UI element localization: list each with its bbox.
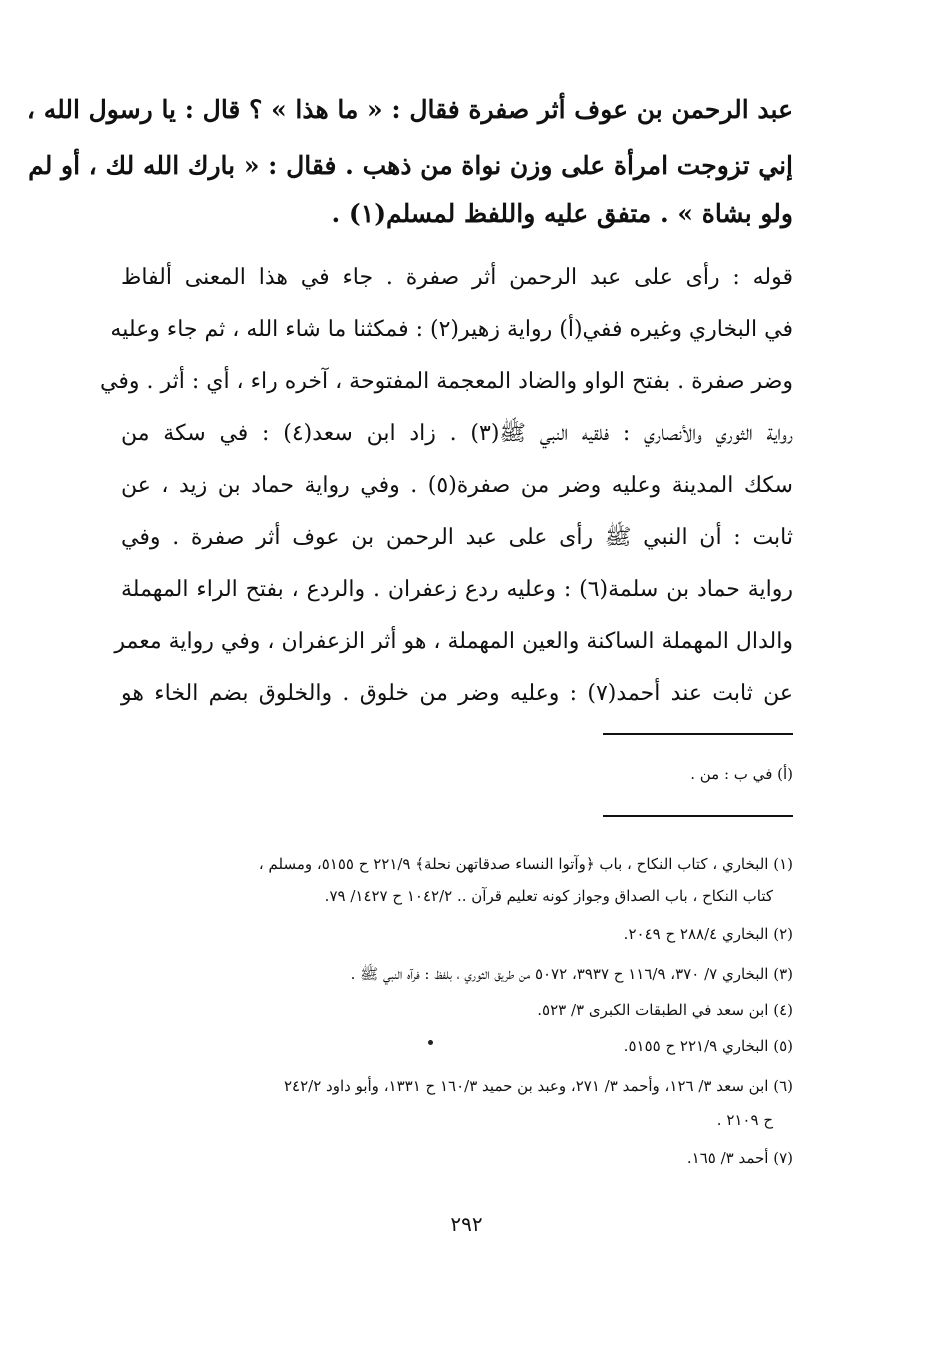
commentary-line-9: عن ثابت عند أحمد(٧) : وعليه وضر من خلوق . والخلوق بضم الخاء هو [121, 681, 793, 706]
footnote-4: (٤) ابن سعد في الطبقات الكبرى ٣/ ٥٢٣. [537, 1001, 793, 1019]
hadith-line-3: ولو بشاة » . متفق عليه واللفظ لمسلم(١) . [331, 199, 793, 228]
hadith-line-1: عبد الرحمن بن عوف أثر صفرة فقال : « ما هذا » ؟ قال : يا رسول الله ، [26, 95, 793, 124]
variant-note: (أ) في ب : من . [690, 765, 793, 783]
commentary-line-7: رواية حماد بن سلمة(٦) : وعليه ردع زعفران . والردع ، بفتح الراء المهملة [121, 577, 793, 602]
footnote-3: (٣) البخاري ٧/ ٣٧٠، ١١٦/٩ ح ٣٩٣٧، ٥٠٧٢ من طريق الثوري ، بلفظ : فرآه النبي ﷺ . [350, 965, 793, 983]
footnote-6-cont: ح ٢١٠٩ . [716, 1111, 773, 1129]
commentary-line-8: والدال المهملة الساكنة والعين المهملة ، هو أثر الزعفران ، وفي رواية معمر [114, 629, 793, 654]
footnote-1-cont: كتاب النكاح ، باب الصداق وجواز كونه تعليم قرآن .. ١٠٤٢/٢ ح ١٤٢٧/ ٧٩. [324, 887, 773, 905]
commentary-line-2: في البخاري وغيره ففي(أ) رواية زهير(٢) : فمكثنا ما شاء الله ، ثم جاء وعليه [110, 317, 793, 342]
commentary-line-5: سكك المدينة وعليه وضر من صفرة(٥) . وفي رواية حماد بن زيد ، عن [121, 473, 793, 498]
stray-dot-mark [428, 1040, 433, 1045]
footnote-7: (٧) أحمد ٣/ ١٦٥. [686, 1149, 793, 1167]
footnote-5: (٥) البخاري ٢٢١/٩ ح ٥١٥٥. [623, 1037, 793, 1055]
footnote-1: (١) البخاري ، كتاب النكاح ، باب ﴿وآتوا النساء صدقاتهن نحلة﴾ ٢٢١/٩ ح ٥١٥٥، ومسلم ، [258, 855, 793, 873]
footnote-2: (٢) البخاري ٢٨٨/٤ ح ٢٠٤٩. [623, 925, 793, 943]
page-number: ٢٩٢ [450, 1212, 483, 1236]
footnote-rule [603, 815, 793, 817]
variant-note-rule [603, 733, 793, 735]
commentary-line-4: رواية الثوري والأنصاري : فلقيه النبي ﷺ(٣) . زاد ابن سعد(٤) : في سكة من [121, 421, 793, 446]
commentary-line-6: ثابت : أن النبي ﷺ رأى على عبد الرحمن بن عوف أثر صفرة . وفي [121, 525, 793, 550]
footnote-6: (٦) ابن سعد ٣/ ١٢٦، وأحمد ٣/ ٢٧١، وعبد بن حميد ١٦٠/٣ ح ١٣٣١، وأبو داود ٢٤٢/٢ [284, 1077, 793, 1095]
hadith-line-2: إني تزوجت امرأة على وزن نواة من ذهب . فقال : « بارك الله لك ، أو لم [28, 151, 793, 180]
commentary-line-1: قوله : رأى على عبد الرحمن أثر صفرة . جاء في هذا المعنى ألفاظ [121, 265, 793, 290]
commentary-line-3: وضر صفرة . بفتح الواو والضاد المعجمة المفتوحة ، آخره راء ، أي : أثر . وفي [100, 369, 793, 394]
